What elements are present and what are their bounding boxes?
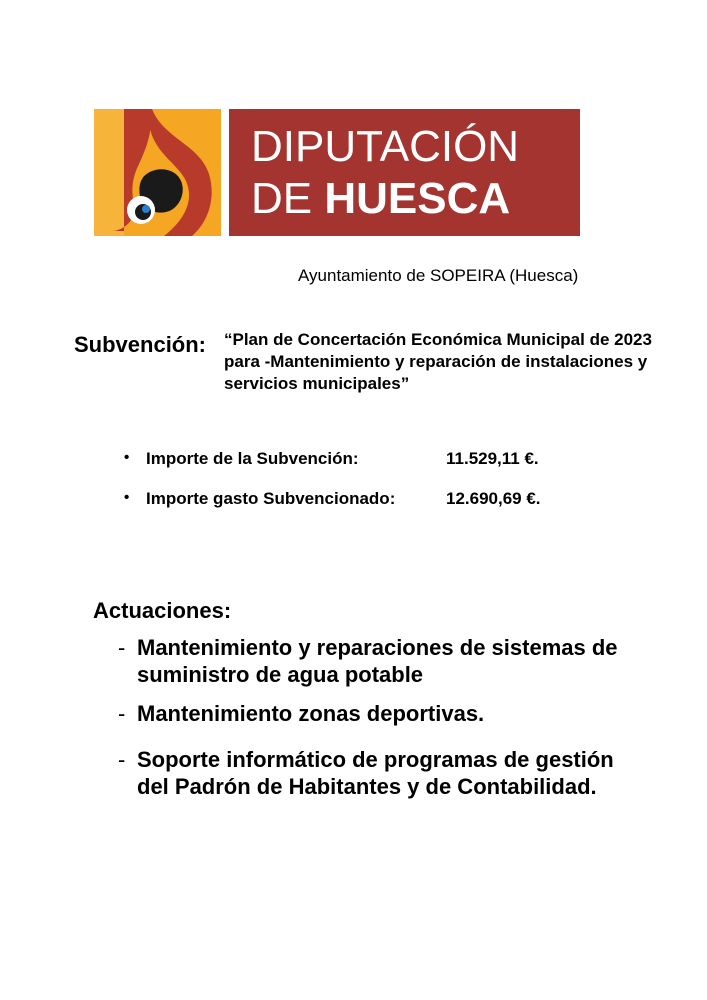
logo-banner: [229, 109, 580, 236]
bullet: •: [124, 449, 130, 466]
action-text: Mantenimiento zonas deportivas.: [137, 701, 485, 726]
municipality-name: Ayuntamiento de SOPEIRA (Huesca): [298, 266, 579, 285]
logo-text-huesca: HUESCA: [324, 174, 511, 223]
diputacion-emblem-icon: [94, 109, 221, 236]
dash: -: [118, 747, 126, 772]
diputacion-logo: [94, 109, 580, 236]
logo-text-line1: DIPUTACIÓN: [251, 122, 520, 171]
action-text: Soporte informático de programas de gestión del Padrón de Habitantes y de Contabilidad.: [137, 747, 614, 799]
bullet: •: [124, 489, 130, 506]
action-item: [118, 634, 638, 688]
action-item: [118, 746, 638, 800]
amount-value: 12.690,69 €.: [446, 489, 541, 508]
subsidy-label: Subvención:: [74, 332, 207, 357]
amount-label: Importe gasto Subvencionado:: [146, 489, 396, 508]
logo-text-de: DE: [251, 174, 325, 223]
action-text: Mantenimiento y reparaciones de sistemas de suministro de agua potable: [137, 635, 618, 687]
dash: -: [118, 635, 126, 660]
amount-value: 11.529,11 €.: [446, 449, 539, 468]
actions-title: Actuaciones:: [93, 598, 232, 623]
logo-text-line2: [251, 175, 510, 223]
dash: -: [118, 701, 126, 726]
action-item: [118, 700, 638, 727]
amount-label: Importe de la Subvención:: [146, 449, 359, 468]
subsidy-title: “Plan de Concertación Económica Municipal de 2023 para -Mantenimiento y reparación de instalaciones y servicios municipales”: [224, 330, 652, 393]
